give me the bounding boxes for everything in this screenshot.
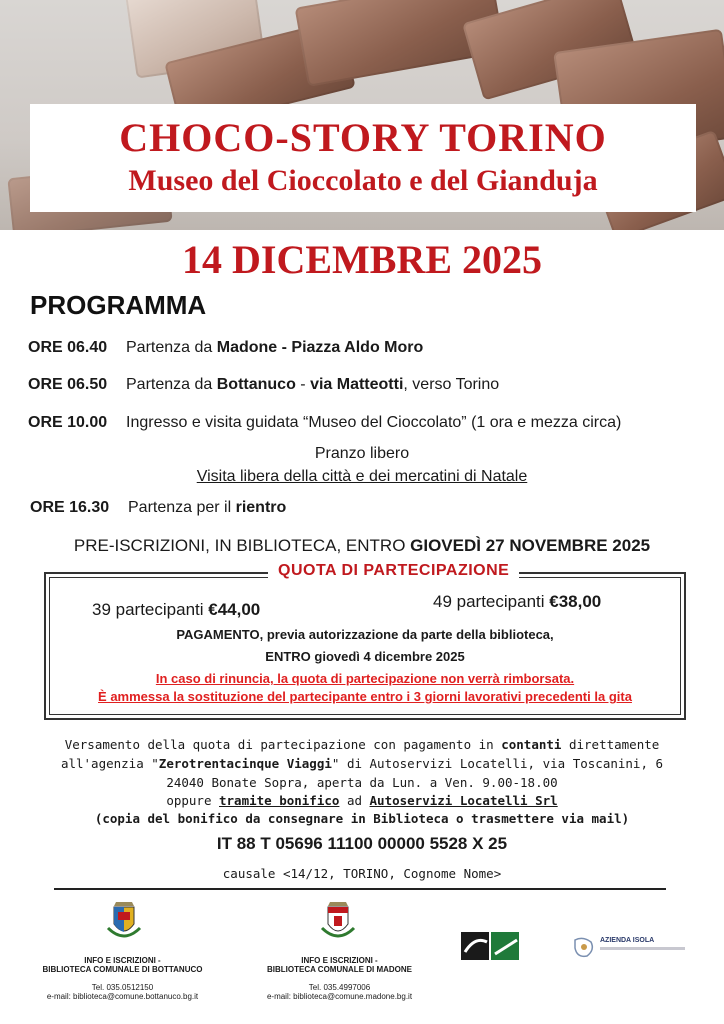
footer-info-label: INFO E ISCRIZIONI - (84, 956, 161, 965)
footer-library-name: BIBLIOTECA COMUNALE DI BOTTANUCO (42, 965, 203, 974)
versamento-text: all'agenzia " (60, 756, 159, 771)
footer-email: e-mail: biblioteca@comune.bottanuco.bg.it (46, 992, 199, 1001)
footer-tel: Tel. 035.4997006 (308, 983, 371, 992)
schedule-place: Bottanuco (216, 376, 296, 393)
quota-option-39 (92, 600, 260, 620)
bonifico-link: tramite bonifico (219, 793, 340, 808)
preiscrizioni-line (0, 536, 724, 556)
warning-line (46, 671, 684, 686)
preiscrizioni-deadline: GIOVEDÌ 27 NOVEMBRE 2025 (410, 536, 651, 555)
madone-crest-icon (320, 898, 356, 942)
versamento-text: Versamento della quota di partecipazione con pagamento in (64, 737, 502, 752)
causale: causale <14/12, TORINO, Cognome Nome> (222, 866, 502, 881)
versamento-line (0, 737, 724, 752)
payment-deadline: ENTRO giovedì 4 dicembre 2025 (265, 649, 465, 664)
versamento-line: 24040 Bonate Sopra, aperta da Lun. a Ven. 9.00-18.00 (166, 775, 558, 790)
divider (54, 888, 666, 890)
page-title: CHOCO-STORY TORINO (119, 115, 607, 160)
quota-option-label: 49 partecipanti (433, 592, 550, 611)
free-visit-note: Visita libera della città e dei mercatini di Natale (196, 468, 528, 485)
versamento-line (0, 793, 724, 808)
schedule-text: - (295, 376, 311, 393)
versamento-line: (copia del bonifico da consegnare in Biblioteca o trasmettere via mail) (94, 811, 630, 826)
iban: IT 88 T 05696 11100 00000 5528 X 25 (216, 834, 508, 853)
schedule-time: ORE 10.00 (28, 414, 108, 431)
footer-email: e-mail: biblioteca@comune.madone.bg.it (266, 992, 413, 1001)
footer-library-name: BIBLIOTECA COMUNALE DI MADONE (266, 965, 413, 974)
azienda-isola-tagline-line (600, 947, 685, 950)
schedule-place: Madone - Piazza Aldo Moro (216, 339, 424, 356)
versamento-text: oppure (166, 793, 219, 808)
versamento-bold: contanti (501, 737, 562, 752)
schedule-text: Partenza per il (128, 499, 236, 516)
event-date: 14 DICEMBRE 2025 (181, 237, 543, 282)
sl-logo-icon (461, 930, 521, 962)
footer-tel: Tel. 035.0512150 (91, 983, 154, 992)
quota-option-price: €44,00 (208, 600, 261, 619)
payment-line: PAGAMENTO, previa autorizzazione da parte della biblioteca, (176, 627, 554, 642)
page-subtitle: Museo del Cioccolato e del Gianduja (128, 164, 598, 197)
schedule-row (30, 499, 286, 517)
schedule-row (28, 339, 423, 357)
quota-option-49 (433, 592, 601, 612)
quota-title: QUOTA DI PARTECIPAZIONE (268, 562, 519, 580)
locatelli-link: Autoservizi Locatelli Srl (369, 793, 558, 808)
bottanuco-crest-icon (106, 898, 142, 942)
schedule-time: ORE 16.30 (30, 499, 110, 516)
footer-madone (252, 956, 427, 1001)
footer-bottanuco (40, 956, 205, 1001)
programma-heading: PROGRAMMA (30, 290, 207, 320)
schedule-text: , verso Torino (403, 376, 500, 393)
schedule-text: Ingresso e visita guidata “Museo del Cioccolato” (1 ora e mezza circa) (126, 414, 622, 431)
warning-line (46, 689, 684, 704)
versamento-text: " di Autoservizi Locatelli, via Toscanini, 6 (331, 756, 664, 771)
schedule-text: Partenza da (126, 376, 217, 393)
schedule-text: Partenza da (126, 339, 217, 356)
quota-box (44, 562, 686, 720)
title-box (30, 104, 696, 212)
versamento-line (0, 756, 724, 771)
quota-option-price: €38,00 (549, 592, 602, 611)
schedule-street: via Matteotti (310, 376, 404, 393)
hero-banner (0, 0, 724, 230)
azienda-isola-name: AZIENDA ISOLA (600, 937, 655, 944)
schedule-row (28, 376, 499, 394)
schedule-time: ORE 06.50 (28, 376, 108, 393)
lunch-note: Pranzo libero (314, 445, 410, 462)
azienda-isola-logo-icon (571, 934, 597, 960)
versamento-text: ad (339, 793, 370, 808)
quota-option-label: 39 partecipanti (92, 600, 209, 619)
warning-text: In caso di rinuncia, la quota di partecipazione non verrà rimborsata. (155, 671, 575, 686)
schedule-place: rientro (235, 499, 287, 516)
versamento-bold: Zerotrentacinque Viaggi (158, 756, 332, 771)
versamento-text: direttamente (561, 737, 660, 752)
schedule-row (28, 414, 621, 432)
schedule-time: ORE 06.40 (28, 339, 108, 356)
footer-info-label: INFO E ISCRIZIONI - (301, 956, 378, 965)
warning-text: È ammessa la sostituzione del partecipante entro i 3 giorni lavorativi precedenti la gita (98, 689, 632, 704)
preiscrizioni-text: PRE-ISCRIZIONI, IN BIBLIOTECA, ENTRO (73, 536, 411, 555)
